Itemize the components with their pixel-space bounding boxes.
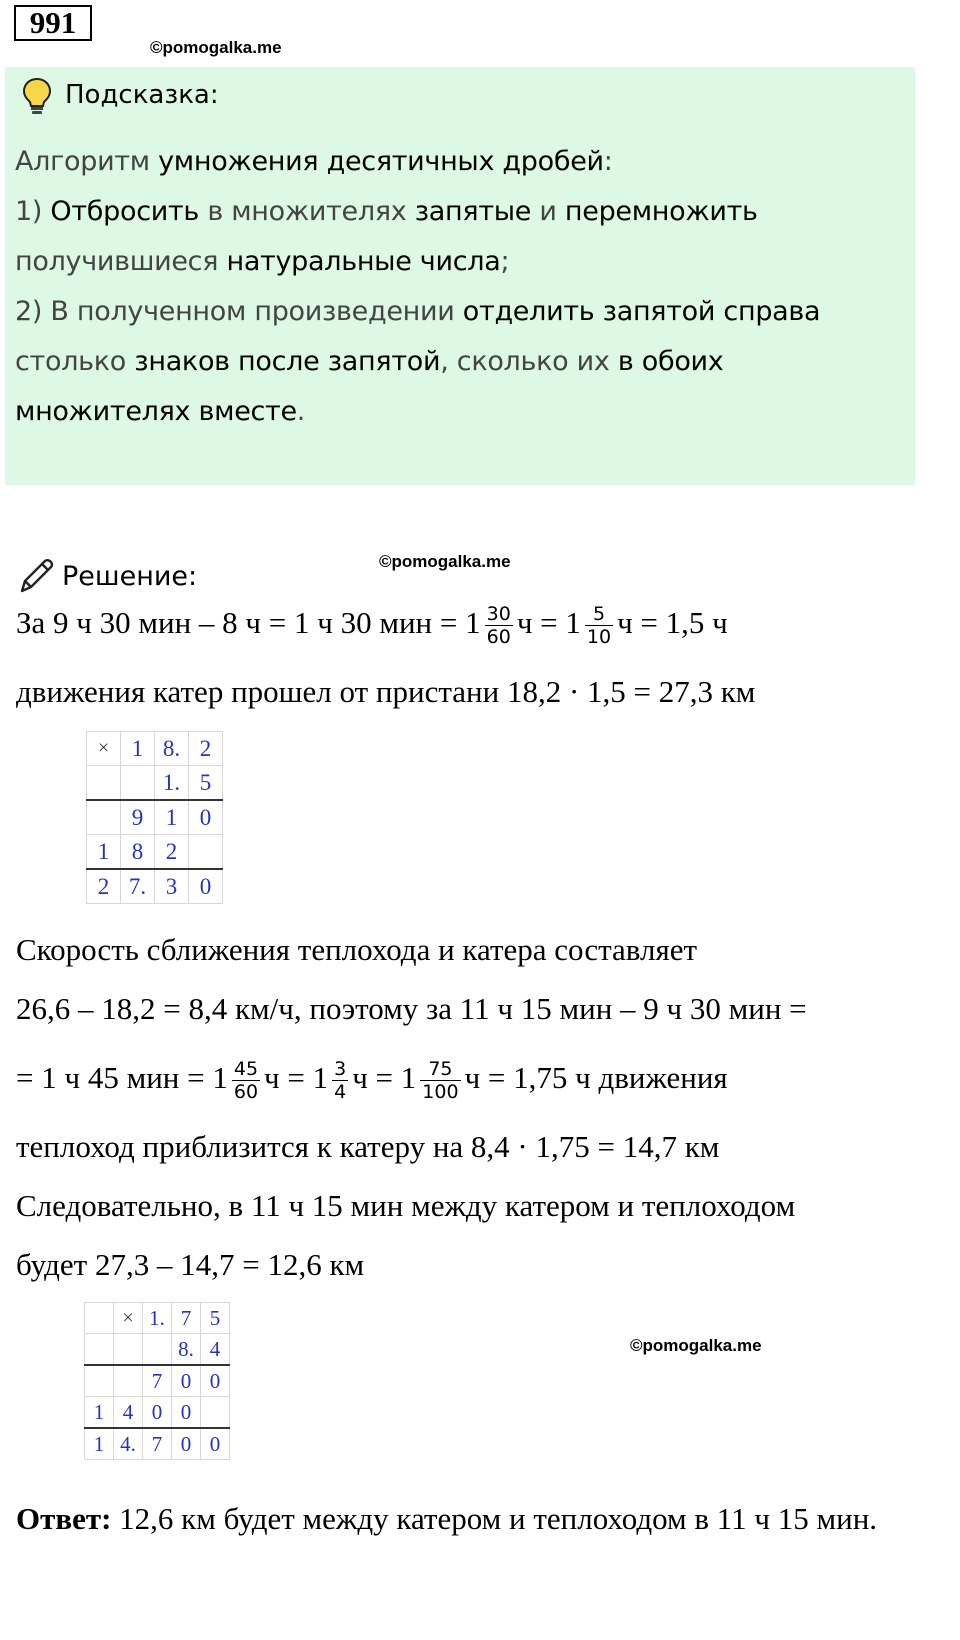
calc-cell: [189, 835, 223, 870]
task-number: 991: [14, 5, 92, 41]
calc-cell: 8.: [172, 1334, 201, 1366]
calc-row: [87, 800, 223, 835]
calc-cell: [85, 1365, 114, 1397]
solution-line-1: За 9 ч 30 мин – 8 ч = 1 ч 30 мин = 1 $\frac{30}{60}$ ч = 1 $\frac{5}{10}$ ч = 1,5 ч: [16, 603, 728, 649]
hint-box: [5, 67, 915, 485]
calc-row: [85, 1365, 230, 1397]
calc-cell: 7: [143, 1365, 172, 1397]
calc-row: [87, 766, 223, 801]
calc-cell: 1: [87, 835, 121, 870]
calc-cell: 0: [172, 1365, 201, 1397]
calc-row: [85, 1303, 230, 1334]
calc-table-2: [84, 1302, 230, 1460]
calc-cell: [114, 1334, 143, 1366]
calc-cell: 1: [85, 1428, 114, 1460]
hint-title-text: Подсказка:: [65, 80, 219, 110]
calc-cell: 7: [172, 1303, 201, 1334]
calc-cell: 0: [189, 869, 223, 904]
calc-cell: 1.: [155, 766, 189, 801]
calc-cell: [87, 800, 121, 835]
calc-cell: [114, 1365, 143, 1397]
hint-line: 1) Отбросить в множителях запятые и перемножить: [15, 196, 758, 227]
hint-body: [15, 137, 895, 437]
calc-cell: 8.: [155, 732, 189, 766]
solution-line-5: = 1 ч 45 мин = 1 $\frac{45}{60}$ ч = 1 $\frac{3}{4}$ ч = 1 $\frac{75}{100}$ ч = 1,75 ч движения: [16, 1058, 728, 1104]
calc-cell: 0: [172, 1428, 201, 1460]
calc-cell: 1.: [143, 1303, 172, 1334]
hint-line: получившиеся натуральные числа;: [15, 246, 510, 277]
watermark: ©pomogalka.me: [150, 38, 282, 57]
calc-cell: 1: [155, 800, 189, 835]
calc-cell: [85, 1303, 114, 1334]
answer: [16, 1492, 916, 1546]
solution-line-3: Скорость сближения теплохода и катера составляет: [16, 932, 698, 967]
calc-cell: ×: [87, 732, 121, 766]
calc-cell: 9: [121, 800, 155, 835]
calc-cell: [201, 1397, 230, 1429]
calc-cell: 4: [114, 1397, 143, 1429]
calc-cell: 5: [189, 766, 223, 801]
calc-row: [87, 835, 223, 870]
lightbulb-icon: [21, 77, 53, 115]
calc-cell: 7: [143, 1428, 172, 1460]
solution-line-7: Следовательно, в 11 ч 15 мин между катером и теплоходом: [16, 1188, 796, 1223]
fraction: $\frac{3}{4}$: [334, 1058, 347, 1104]
calc-row: [87, 732, 223, 766]
calc-row: [85, 1334, 230, 1366]
solution-line-2: движения катер прошел от пристани 18,2 · 1,5 = 27,3 км: [16, 674, 756, 709]
hint-line: множителях вместе.: [15, 396, 306, 427]
calc-cell: 0: [189, 800, 223, 835]
calc-cell: 7.: [121, 869, 155, 904]
fraction: $\frac{5}{10}$: [586, 603, 612, 649]
hint-line: Алгоритм умножения десятичных дробей:: [15, 146, 613, 177]
calc-table-1: [86, 731, 223, 904]
calc-cell: [121, 766, 155, 801]
fraction: $\frac{30}{60}$: [486, 603, 511, 649]
calc-cell: 8: [121, 835, 155, 870]
calc-cell: 2: [155, 835, 189, 870]
solution-title-text: Решение:: [62, 561, 198, 592]
fraction: $\frac{45}{60}$: [233, 1058, 259, 1104]
calc-cell: 5: [201, 1303, 230, 1334]
solution-title: [16, 557, 197, 597]
solution-line-8: будет 27,3 – 14,7 = 12,6 км: [16, 1247, 365, 1282]
fraction: $\frac{75}{100}$: [422, 1058, 459, 1104]
calc-cell: [85, 1334, 114, 1366]
calc-cell: 1: [121, 732, 155, 766]
calc-row: [85, 1397, 230, 1429]
answer-text: 12,6 км будет между катером и теплоходом в 11 ч 15 мин.: [111, 1501, 878, 1536]
hint-line: 2) В полученном произведении отделить запятой справа: [15, 296, 821, 327]
calc-cell: [87, 766, 121, 801]
calc-row: [87, 869, 223, 904]
calc-cell: 3: [155, 869, 189, 904]
solution-line-6: теплоход приблизится к катеру на 8,4 · 1,75 = 14,7 км: [16, 1129, 720, 1164]
calc-cell: 2: [87, 869, 121, 904]
calc-cell: 0: [172, 1397, 201, 1429]
solution-line-4: 26,6 – 18,2 = 8,4 км/ч, поэтому за 11 ч 15 мин – 9 ч 30 мин =: [16, 991, 807, 1026]
calc-cell: 0: [143, 1397, 172, 1429]
calc-cell: ×: [114, 1303, 143, 1334]
watermark: ©pomogalka.me: [379, 552, 511, 571]
hint-line: столько знаков после запятой, сколько их в обоих: [15, 346, 724, 377]
pencil-icon: [16, 557, 54, 597]
calc-cell: 0: [201, 1365, 230, 1397]
calc-cell: 4.: [114, 1428, 143, 1460]
calc-cell: 1: [85, 1397, 114, 1429]
hint-title: [21, 75, 219, 115]
calc-cell: 2: [189, 732, 223, 766]
calc-cell: 0: [201, 1428, 230, 1460]
calc-cell: [143, 1334, 172, 1366]
calc-cell: 4: [201, 1334, 230, 1366]
calc-row: [85, 1428, 230, 1460]
answer-label: Ответ:: [16, 1501, 112, 1536]
watermark: ©pomogalka.me: [630, 1336, 762, 1355]
